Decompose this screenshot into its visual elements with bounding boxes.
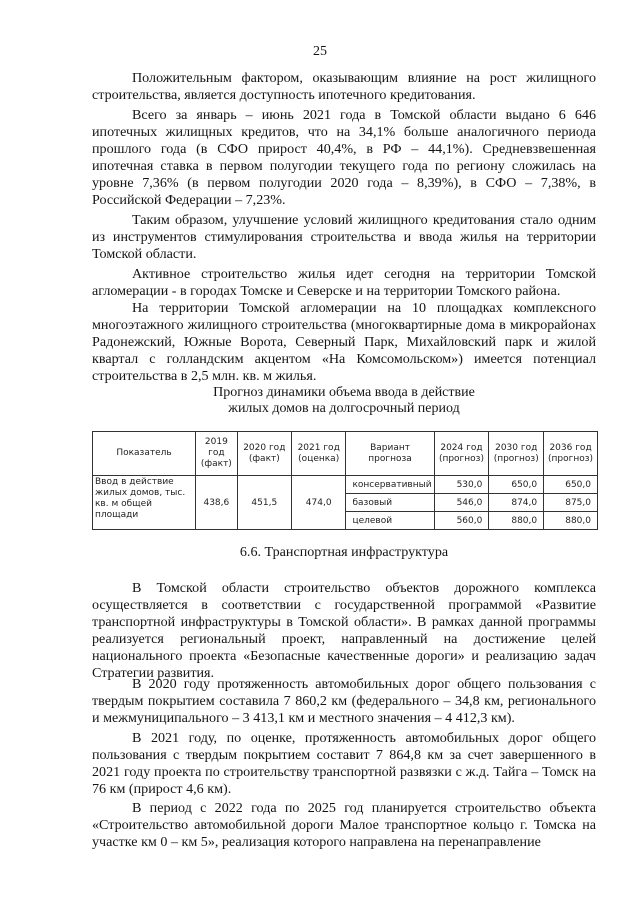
section-heading: 6.6. Транспортная инфраструктура bbox=[239, 544, 449, 560]
table-header-row bbox=[93, 432, 598, 476]
conservative-2036: 650,0 bbox=[544, 476, 598, 494]
conservative-2024: 530,0 bbox=[434, 476, 489, 494]
target-2030: 880,0 bbox=[489, 512, 544, 530]
value-2021: 474,0 bbox=[291, 476, 346, 530]
header-2030: 2030 год (прогноз) bbox=[489, 432, 544, 476]
variant-base: базовый bbox=[346, 494, 434, 512]
page-number: 25 bbox=[313, 44, 327, 59]
paragraph-credit-conditions: Таким образом, улучшение условий жилищного кредитования стало одним из инструментов стимулирования строительства и ввода жилья на территории Томской области. bbox=[92, 212, 596, 263]
indicator-cell: Ввод в действие жилых домов, тыс. кв. м общей площади bbox=[93, 476, 196, 530]
base-2024: 546,0 bbox=[434, 494, 489, 512]
header-2021: 2021 год (оценка) bbox=[291, 432, 346, 476]
paragraph-ring-road: В период с 2022 года по 2025 год планируется строительство объекта «Строительство автомобильной дороги Малое транспортное кольцо г. Томска на участке км 0 – км 5», реализация которого направлена на перенаправление bbox=[92, 800, 596, 851]
paragraph-mortgage-factor: Положительным фактором, оказывающим влияние на рост жилищного строительства, является доступность ипотечного кредитования. bbox=[92, 70, 596, 104]
value-2020: 451,5 bbox=[237, 476, 291, 530]
table-caption-line-2: жилых домов на долгосрочный период bbox=[228, 401, 460, 416]
variant-conservative: консервативный bbox=[346, 476, 434, 494]
forecast-table bbox=[92, 431, 598, 530]
header-2024: 2024 год (прогноз) bbox=[434, 432, 489, 476]
paragraph-road-length-2021: В 2021 году, по оценке, протяженность автомобильных дорог общего пользования с твердым покрытием составит 7 864,8 км за счет завершенного в 2021 году проекта по строительству транспортной развязки с ж.д. Тайга – Томск на 76 км (прирост 4,6 км). bbox=[92, 730, 596, 798]
conservative-2030: 650,0 bbox=[489, 476, 544, 494]
header-2019: 2019 год (факт) bbox=[196, 432, 238, 476]
target-2036: 880,0 bbox=[544, 512, 598, 530]
paragraph-road-program: В Томской области строительство объектов дорожного комплекса осуществляется в соответствии с государственной программой «Развитие транспортной инфраструктуры в Томской области». В рамках данной программы реализуется региональный проект, направленный на достижение целей национального проекта «Безопасные качественные дороги» и реализацию задач Стратегии развития. bbox=[92, 580, 596, 682]
header-indicator: Показатель bbox=[93, 432, 196, 476]
value-2019: 438,6 bbox=[196, 476, 238, 530]
table-row bbox=[93, 476, 598, 494]
header-2036: 2036 год (прогноз) bbox=[544, 432, 598, 476]
header-2020: 2020 год (факт) bbox=[237, 432, 291, 476]
variant-target: целевой bbox=[346, 512, 434, 530]
table-caption-line-1: Прогноз динамики объема ввода в действие bbox=[213, 385, 475, 400]
target-2024: 560,0 bbox=[434, 512, 489, 530]
paragraph-mortgage-stats: Всего за январь – июнь 2021 года в Томской области выдано 6 646 ипотечных жилищных кредитов, что на 34,1% больше аналогичного периода прошлого года (в СФО прирост 40,4%, в РФ – 44,1%). Средневзвешенная ипотечная ставка в первом полугодии текущего года по региону сложилась на уровне 7,36% (в первом полугодии 2020 года – 8,39%), в СФО – 7,38%, в Российской Федерации – 7,23%. bbox=[92, 107, 596, 209]
base-2030: 874,0 bbox=[489, 494, 544, 512]
paragraph-construction-sites: На территории Томской агломерации на 10 площадках комплексного многоэтажного жилищного строительства (многоквартирные дома в микрорайонах Радонежский, Южные Ворота, Северный Парк, Михайловский парк и жилой квартал с голландским акцентом «На Комсомольском») имеется потенциал строительства в 2,5 млн. кв. м жилья. bbox=[92, 300, 596, 385]
paragraph-agglomeration: Активное строительство жилья идет сегодня на территории Томской агломерации - в городах Томске и Северске и на территории Томского района. bbox=[92, 266, 596, 300]
base-2036: 875,0 bbox=[544, 494, 598, 512]
header-variant: Вариант прогноза bbox=[346, 432, 434, 476]
paragraph-road-length-2020: В 2020 году протяженность автомобильных дорог общего пользования с твердым покрытием составила 7 860,2 км (федерального – 34,8 км, регионального и межмуниципального – 3 413,1 км и местного значения – 4 412,3 км). bbox=[92, 676, 596, 727]
